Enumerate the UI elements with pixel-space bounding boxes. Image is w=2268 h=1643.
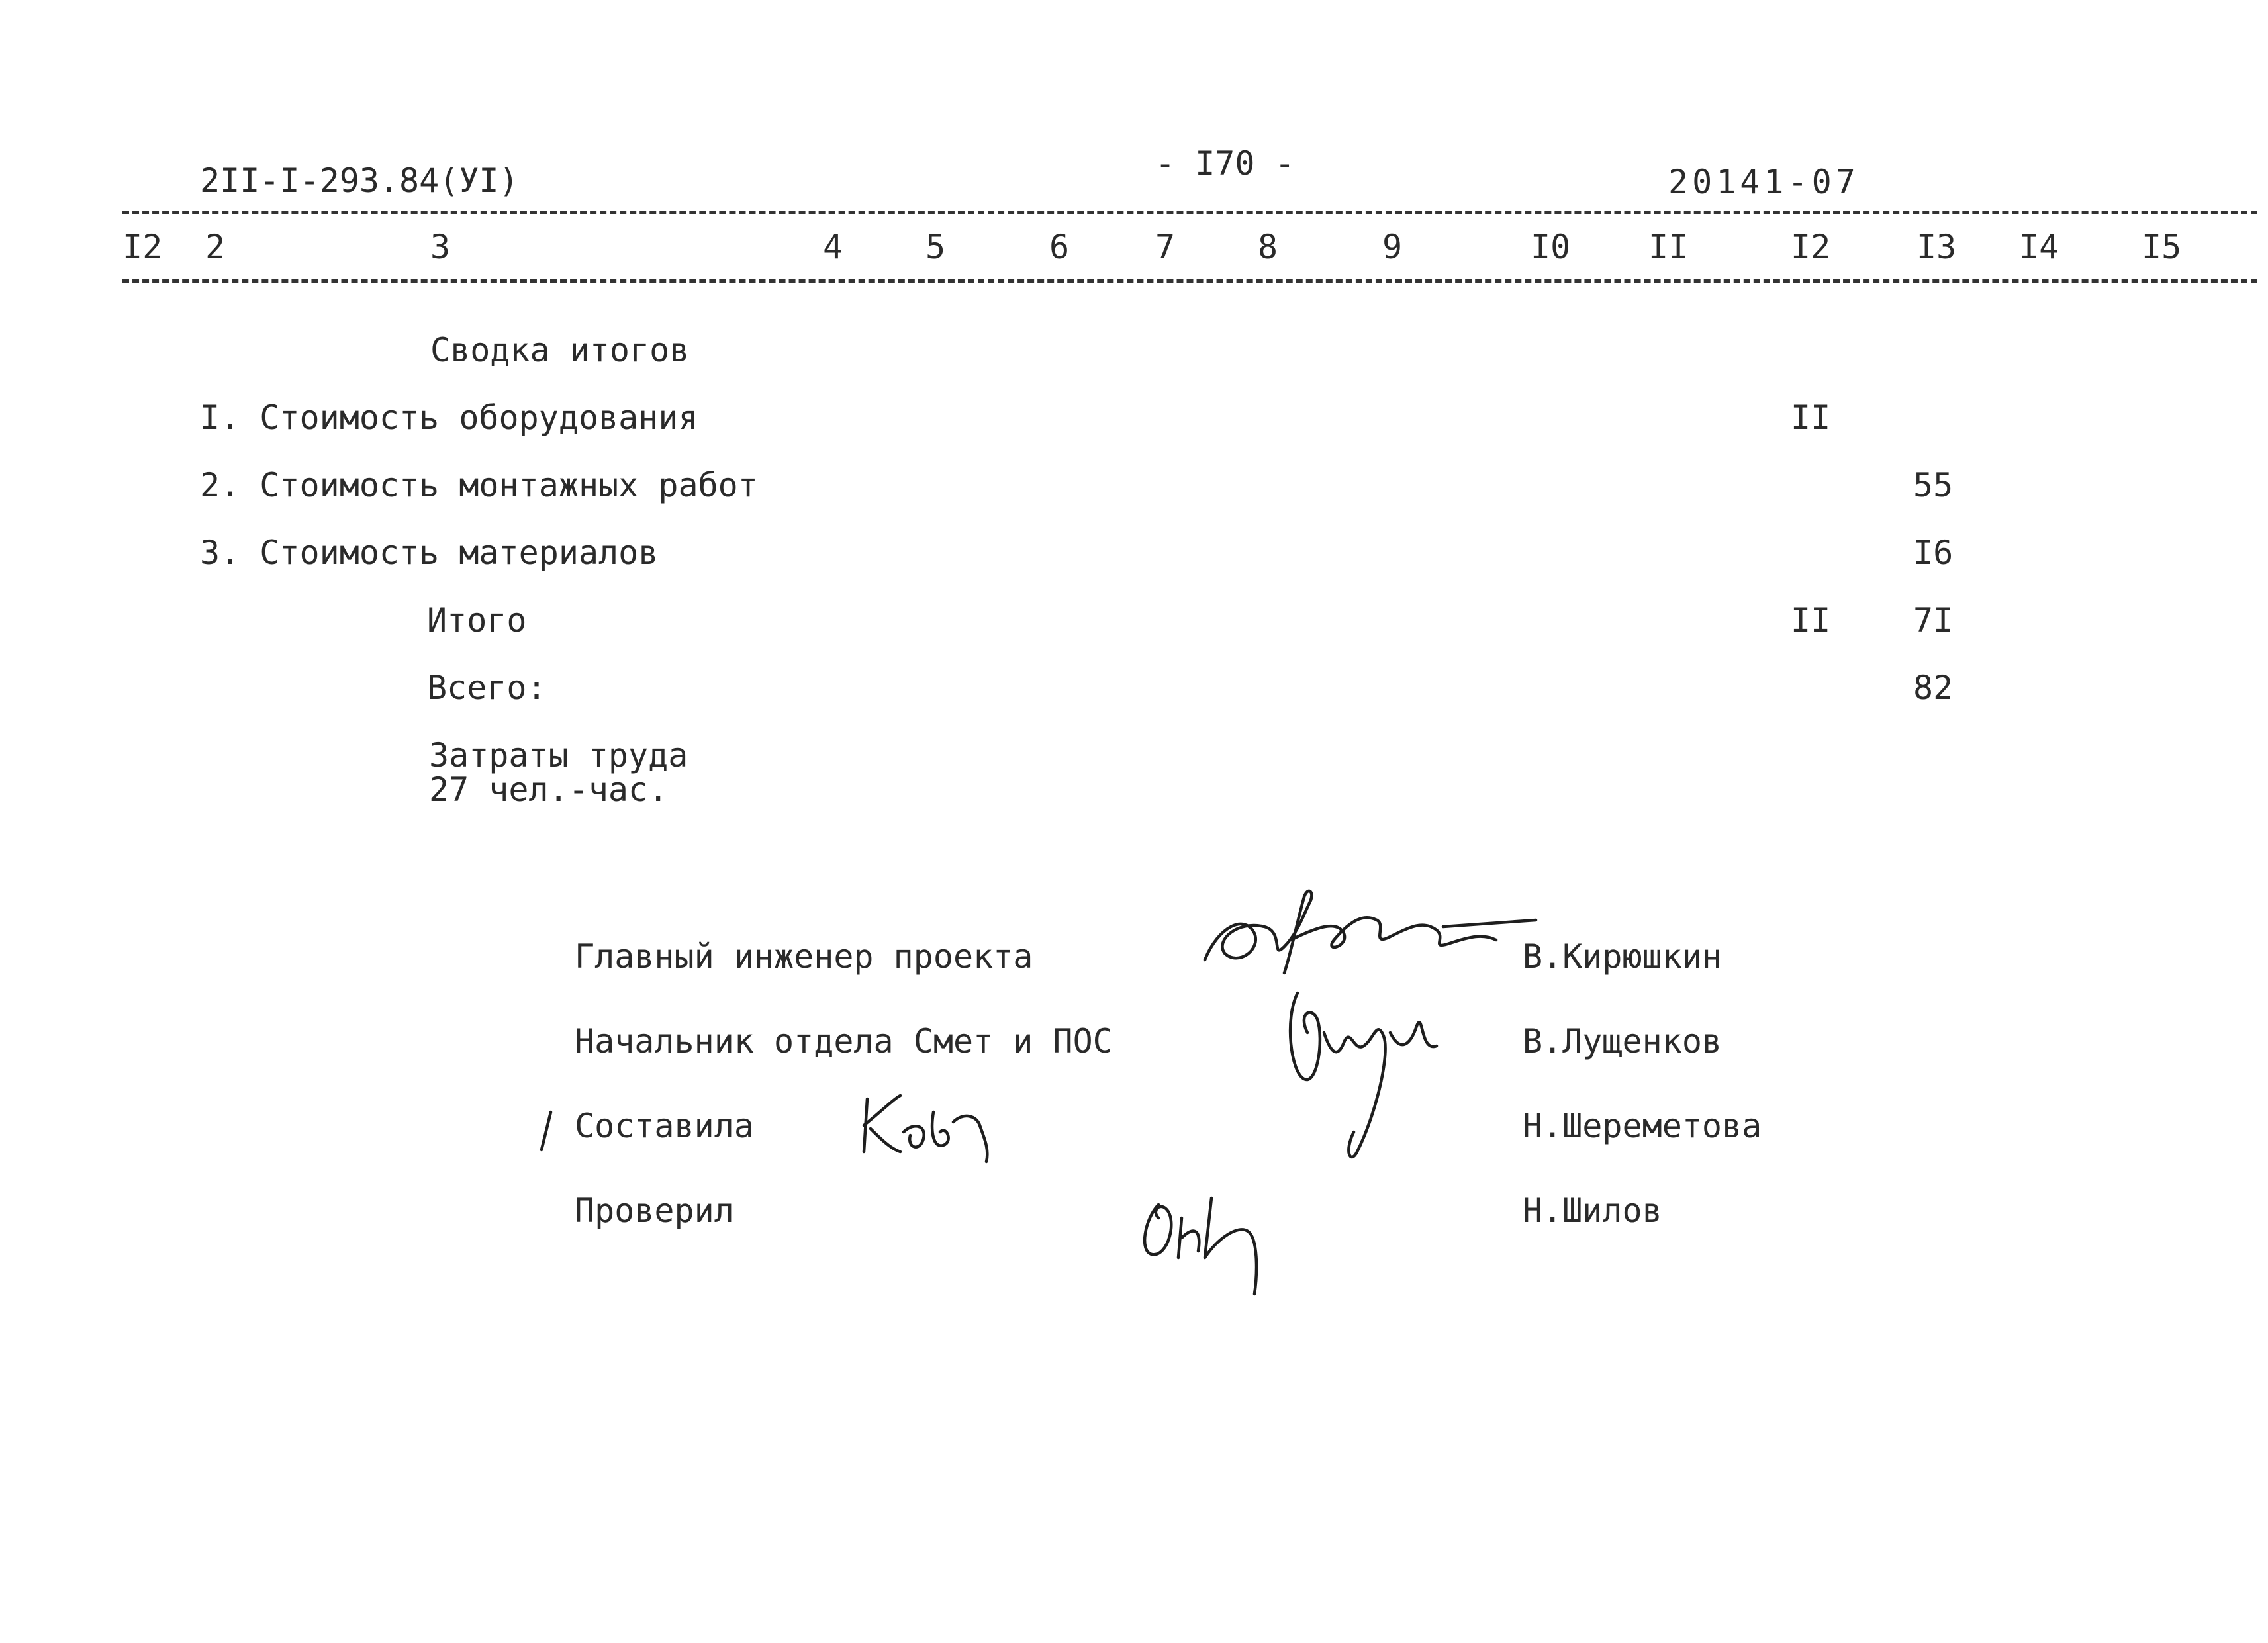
total-col12: II [1791,601,1831,639]
grand-total-col13: 82 [1913,669,1954,707]
page-number: - I70 - [1155,144,1295,183]
handwritten-signature [1192,874,1536,993]
summary-row-label: I. Стоимость оборудования [200,399,698,437]
header-rule-top [122,211,2257,214]
signature-role: Начальник отдела Смет и ПОС [575,1022,1113,1060]
column-number: 9 [1382,228,1403,266]
column-number: 6 [1049,228,1070,266]
summary-row-label: 2. Стоимость монтажных работ [200,466,758,504]
signature-role: Проверил [575,1192,734,1230]
document-code: 2II-I-293.84(УI) [200,162,519,200]
stamp-number: 20141-07 [1668,163,1860,201]
column-number: 3 [430,228,451,266]
total-col13: 7I [1913,601,1954,639]
column-number: I0 [1531,228,1571,266]
handwritten-signature [1278,980,1463,1165]
handwritten-signature [1132,1178,1291,1297]
signature-name: В.Лущенков [1523,1022,1723,1060]
column-number: II [1648,228,1689,266]
labor-cost-value: 27 чел.-час. [429,771,669,809]
header-rule-bottom [122,279,2257,283]
column-number: 4 [823,228,843,266]
column-number: 7 [1155,228,1176,266]
handwritten-mark [536,1109,556,1155]
column-number: 2 [205,228,226,266]
column-number: 8 [1258,228,1278,266]
signature-name: В.Кирюшкин [1523,937,1723,976]
column-number: 5 [925,228,946,266]
column-number: I4 [2019,228,2059,266]
summary-row-col13: I6 [1913,534,1954,572]
signature-name: Н.Шилов [1523,1192,1662,1230]
signature-name: Н.Шереметова [1523,1107,1762,1145]
signature-role: Главный инженер проекта [575,937,1033,976]
column-number: I2 [1791,228,1831,266]
grand-total-label: Всего: [427,669,547,707]
summary-title: Сводка итогов [430,331,690,369]
column-number: I3 [1916,228,1957,266]
signature-role: Составила [575,1107,754,1145]
total-label: Итого [427,601,527,639]
summary-row-label: 3. Стоимость материалов [200,534,659,572]
summary-row-col13: 55 [1913,466,1954,504]
column-number: I5 [2142,228,2182,266]
labor-cost-label: Затраты труда [429,736,688,775]
handwritten-signature [854,1086,1006,1165]
column-number: I2 [122,228,163,266]
summary-row-col12: II [1791,399,1831,437]
